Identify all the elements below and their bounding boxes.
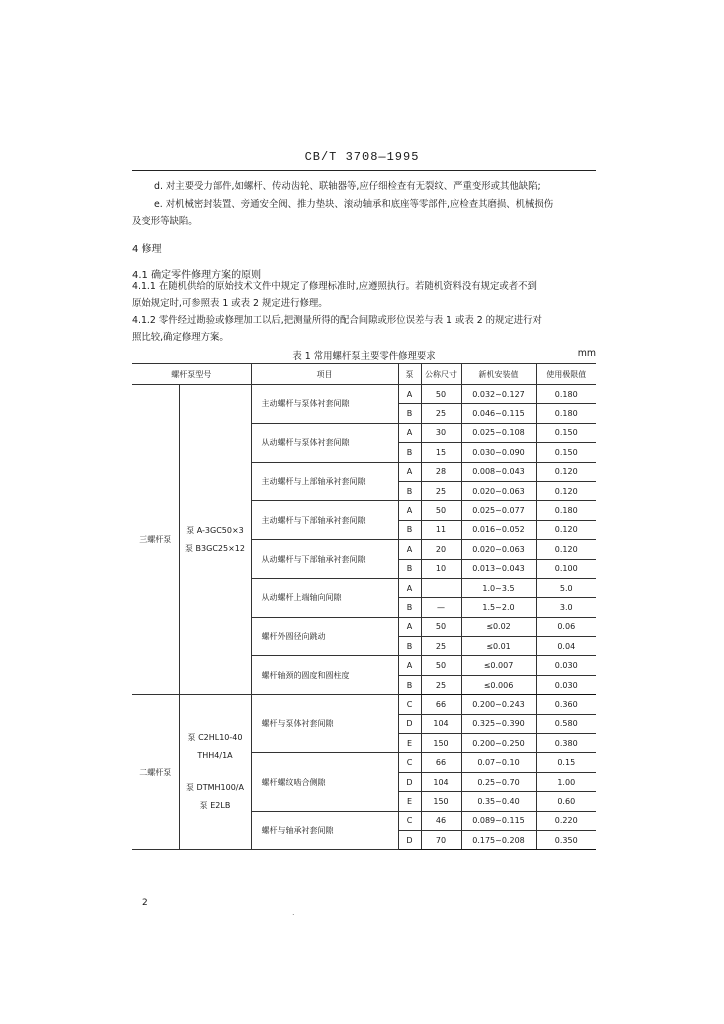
pump-letter-cell: D bbox=[398, 830, 421, 849]
nominal-size-cell: 104 bbox=[421, 772, 461, 791]
new-install-value-cell: ≤0.007 bbox=[461, 656, 536, 675]
new-install-value-cell: 0.07~0.10 bbox=[461, 753, 536, 772]
nominal-size-cell: 50 bbox=[421, 656, 461, 675]
paragraph-e-line2: 及变形等缺陷。 bbox=[132, 216, 198, 227]
new-install-value-cell: 1.5~2.0 bbox=[461, 598, 536, 617]
nominal-size-cell: — bbox=[421, 598, 461, 617]
service-limit-cell: 0.06 bbox=[536, 617, 596, 636]
service-limit-cell: 0.120 bbox=[536, 481, 596, 500]
nominal-size-cell: 150 bbox=[421, 734, 461, 753]
pump-type-cell: 二螺杆泵 bbox=[132, 695, 179, 850]
service-limit-cell: 0.350 bbox=[536, 830, 596, 849]
pump-letter-cell: A bbox=[398, 656, 421, 675]
nominal-size-cell: 66 bbox=[421, 753, 461, 772]
nominal-size-cell: 11 bbox=[421, 520, 461, 539]
service-limit-cell: 0.15 bbox=[536, 753, 596, 772]
service-limit-cell: 0.030 bbox=[536, 656, 596, 675]
pump-letter-cell: E bbox=[398, 792, 421, 811]
nominal-size-cell: 25 bbox=[421, 637, 461, 656]
clause-4-1-2-line2: 照比较,确定修理方案。 bbox=[132, 332, 229, 343]
service-limit-cell: 0.150 bbox=[536, 443, 596, 462]
nominal-size-cell: 50 bbox=[421, 617, 461, 636]
new-install-value-cell: 0.089~0.115 bbox=[461, 811, 536, 830]
table-row bbox=[132, 695, 596, 714]
pump-letter-cell: A bbox=[398, 462, 421, 481]
clause-4-1-2-line1: 4.1.2 零件经过勘验或修理加工以后,把测量所得的配合间隙或形位误差与表 1 或表 2 的规定进行对 bbox=[132, 315, 542, 326]
new-install-value-cell: 0.020~0.063 bbox=[461, 540, 536, 559]
repair-requirements-table bbox=[132, 363, 596, 850]
new-install-value-cell: 0.200~0.250 bbox=[461, 734, 536, 753]
service-limit-cell: 0.580 bbox=[536, 714, 596, 733]
header-rule bbox=[132, 170, 596, 171]
nominal-size-cell: 15 bbox=[421, 443, 461, 462]
new-install-value-cell: 0.008~0.043 bbox=[461, 462, 536, 481]
service-limit-cell: 0.120 bbox=[536, 520, 596, 539]
pump-model-cell bbox=[179, 695, 251, 850]
pump-letter-cell: C bbox=[398, 753, 421, 772]
service-limit-cell: 1.00 bbox=[536, 772, 596, 791]
header-pump: 泵 bbox=[398, 364, 421, 385]
pump-model: 泵 A-3GC50×3 bbox=[186, 525, 244, 535]
item-cell: 螺杆螺纹啮合侧隙 bbox=[251, 753, 398, 811]
new-install-value-cell: 0.175~0.208 bbox=[461, 830, 536, 849]
pump-letter-cell: B bbox=[398, 520, 421, 539]
service-limit-cell: 0.180 bbox=[536, 385, 596, 404]
new-install-value-cell: 0.032~0.127 bbox=[461, 385, 536, 404]
new-install-value-cell: 0.35~0.40 bbox=[461, 792, 536, 811]
pump-letter-cell: D bbox=[398, 714, 421, 733]
new-install-value-cell: ≤0.02 bbox=[461, 617, 536, 636]
service-limit-cell: 0.380 bbox=[536, 734, 596, 753]
service-limit-cell: 0.120 bbox=[536, 540, 596, 559]
nominal-size-cell: 50 bbox=[421, 385, 461, 404]
new-install-value-cell: 0.030~0.090 bbox=[461, 443, 536, 462]
service-limit-cell: 0.180 bbox=[536, 404, 596, 423]
service-limit-cell: 3.0 bbox=[536, 598, 596, 617]
service-limit-cell: 0.030 bbox=[536, 675, 596, 694]
section-4-heading: 4 修理 bbox=[132, 244, 162, 255]
pump-letter-cell: A bbox=[398, 423, 421, 442]
service-limit-cell: 0.100 bbox=[536, 559, 596, 578]
pump-letter-cell: A bbox=[398, 617, 421, 636]
nominal-size-cell bbox=[421, 578, 461, 597]
item-cell: 主动螺杆与上部轴承衬套间隙 bbox=[251, 462, 398, 501]
service-limit-cell: 0.60 bbox=[536, 792, 596, 811]
service-limit-cell: 0.360 bbox=[536, 695, 596, 714]
new-install-value-cell: 0.016~0.052 bbox=[461, 520, 536, 539]
new-install-value-cell: 0.25~0.70 bbox=[461, 772, 536, 791]
header-nominal-size: 公称尺寸 bbox=[421, 364, 461, 385]
pump-letter-cell: C bbox=[398, 811, 421, 830]
pump-model: 泵 DTMH100/A bbox=[186, 783, 244, 793]
item-cell: 螺杆与泵体衬套间隙 bbox=[251, 695, 398, 753]
pump-letter-cell: D bbox=[398, 772, 421, 791]
nominal-size-cell: 20 bbox=[421, 540, 461, 559]
nominal-size-cell: 70 bbox=[421, 830, 461, 849]
pump-model: 泵 C2HL10-40 bbox=[187, 733, 243, 743]
pump-letter-cell: B bbox=[398, 559, 421, 578]
nominal-size-cell: 28 bbox=[421, 462, 461, 481]
item-cell: 螺杆与轴承衬套间隙 bbox=[251, 811, 398, 850]
paragraph-d: d. 对主要受力部件,如螺杆、传动齿轮、联轴器等,应仔细检查有无裂纹、严重变形或其他缺陷; bbox=[154, 181, 541, 192]
table-header-row bbox=[132, 364, 596, 385]
nominal-size-cell: 25 bbox=[421, 675, 461, 694]
clause-4-1-1-line1: 4.1.1 在随机供给的原始技术文件中规定了修理标准时,应遵照执行。若随机资料没有规定或者不到 bbox=[132, 281, 537, 292]
item-cell: 从动螺杆上端轴向间隙 bbox=[251, 578, 398, 617]
pump-letter-cell: B bbox=[398, 404, 421, 423]
page-number: 2 bbox=[142, 898, 148, 908]
item-cell: 螺杆轴颈的圆度和圆柱度 bbox=[251, 656, 398, 695]
item-cell: 螺杆外圆径向跳动 bbox=[251, 617, 398, 656]
pump-letter-cell: A bbox=[398, 501, 421, 520]
standard-header: CB/T 3708—1995 bbox=[304, 150, 420, 164]
service-limit-cell: 0.120 bbox=[536, 462, 596, 481]
new-install-value-cell: 0.013~0.043 bbox=[461, 559, 536, 578]
table-caption: 表 1 常用螺杆泵主要零件修理要求 bbox=[292, 351, 436, 362]
item-cell: 主动螺杆与泵体衬套间隙 bbox=[251, 385, 398, 424]
paragraph-e-line1: e. 对机械密封装置、旁通安全阀、推力垫块、滚动轴承和底座等零部件,应检查其磨损、机械损伤 bbox=[154, 199, 554, 210]
new-install-value-cell: ≤0.006 bbox=[461, 675, 536, 694]
pump-letter-cell: B bbox=[398, 637, 421, 656]
nominal-size-cell: 10 bbox=[421, 559, 461, 578]
section-4-1-heading: 4.1 确定零件修理方案的原则 bbox=[132, 270, 262, 281]
nominal-size-cell: 50 bbox=[421, 501, 461, 520]
table-unit: mm bbox=[577, 348, 596, 359]
pump-model-cell bbox=[179, 385, 251, 695]
table-caption-bar bbox=[132, 348, 596, 362]
table-row bbox=[132, 385, 596, 404]
pump-letter-cell: B bbox=[398, 598, 421, 617]
header-item: 项目 bbox=[251, 364, 398, 385]
nominal-size-cell: 25 bbox=[421, 404, 461, 423]
pump-model: 泵 E2LB bbox=[199, 801, 231, 811]
pump-letter-cell: B bbox=[398, 675, 421, 694]
pump-letter-cell: B bbox=[398, 443, 421, 462]
new-install-value-cell: 0.020~0.063 bbox=[461, 481, 536, 500]
nominal-size-cell: 25 bbox=[421, 481, 461, 500]
service-limit-cell: 0.180 bbox=[536, 501, 596, 520]
clause-4-1-1-line2: 原始规定时,可参照表 1 或表 2 规定进行修理。 bbox=[132, 298, 328, 309]
nominal-size-cell: 46 bbox=[421, 811, 461, 830]
header-service-limit: 使用极限值 bbox=[536, 364, 596, 385]
pump-model: THH4/1A bbox=[197, 751, 233, 761]
service-limit-cell: 0.04 bbox=[536, 637, 596, 656]
stray-mark: . bbox=[292, 908, 295, 917]
pump-letter-cell: A bbox=[398, 578, 421, 597]
nominal-size-cell: 150 bbox=[421, 792, 461, 811]
pump-type-cell: 三螺杆泵 bbox=[132, 385, 179, 695]
service-limit-cell: 5.0 bbox=[536, 578, 596, 597]
service-limit-cell: 0.150 bbox=[536, 423, 596, 442]
item-cell: 从动螺杆与泵体衬套间隙 bbox=[251, 423, 398, 462]
new-install-value-cell: 1.0~3.5 bbox=[461, 578, 536, 597]
pump-letter-cell: A bbox=[398, 385, 421, 404]
item-cell: 主动螺杆与下部轴承衬套间隙 bbox=[251, 501, 398, 540]
nominal-size-cell: 30 bbox=[421, 423, 461, 442]
pump-model: 泵 B3GC25×12 bbox=[185, 543, 245, 553]
header-new-install-value: 新机安装值 bbox=[461, 364, 536, 385]
new-install-value-cell: 0.046~0.115 bbox=[461, 404, 536, 423]
new-install-value-cell: 0.025~0.108 bbox=[461, 423, 536, 442]
new-install-value-cell: ≤0.01 bbox=[461, 637, 536, 656]
header-pump-model: 螺杆泵型号 bbox=[132, 364, 251, 385]
pump-letter-cell: B bbox=[398, 481, 421, 500]
item-cell: 从动螺杆与下部轴承衬套间隙 bbox=[251, 540, 398, 579]
new-install-value-cell: 0.200~0.243 bbox=[461, 695, 536, 714]
service-limit-cell: 0.220 bbox=[536, 811, 596, 830]
new-install-value-cell: 0.325~0.390 bbox=[461, 714, 536, 733]
nominal-size-cell: 66 bbox=[421, 695, 461, 714]
pump-letter-cell: C bbox=[398, 695, 421, 714]
pump-letter-cell: A bbox=[398, 540, 421, 559]
nominal-size-cell: 104 bbox=[421, 714, 461, 733]
new-install-value-cell: 0.025~0.077 bbox=[461, 501, 536, 520]
pump-letter-cell: E bbox=[398, 734, 421, 753]
